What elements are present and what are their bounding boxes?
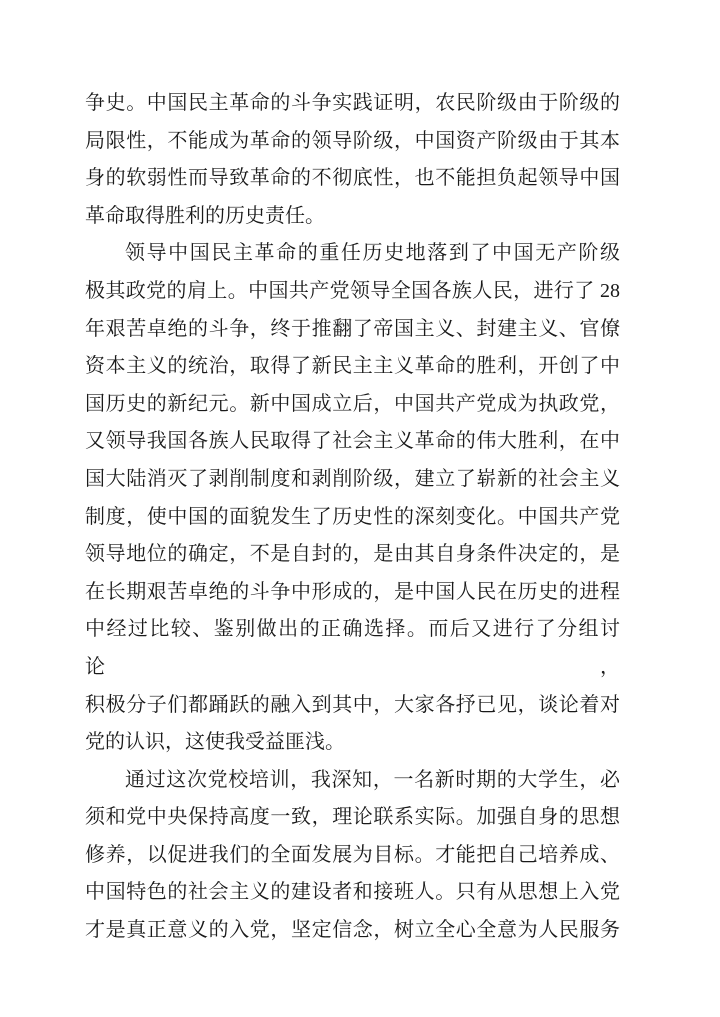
text-line: 领导地位的确定，不是自封的，是由其自身条件决定的，是 — [85, 543, 620, 566]
document-text — [85, 85, 620, 950]
paragraph — [85, 235, 620, 761]
text-line: 领导中国民主革命的重任历史地落到了中国无产阶级 — [125, 242, 620, 265]
text-line: 制度，使中国的面貌发生了历史性的深刻变化。中国共产党 — [85, 505, 620, 528]
text-line: 党的认识，这使我受益匪浅。 — [85, 731, 345, 754]
text-line: 局限性，不能成为革命的领导阶级，中国资产阶级由于其本 — [85, 129, 620, 152]
text-line: 身的软弱性而导致革命的不彻底性，也不能担负起领导中国 — [85, 167, 620, 190]
text-line: 极其政党的肩上。中国共产党领导全国各族人民，进行了 28 — [85, 279, 620, 302]
text-line: 国大陆消灭了剥削制度和剥削阶级，建立了崭新的社会主义 — [85, 467, 620, 490]
text-line: 又领导我国各族人民取得了社会主义革命的伟大胜利，在中 — [85, 430, 620, 453]
text-line: 中经过比较、鉴别做出的正确选择。而后又进行了分组讨论， — [85, 618, 620, 678]
paragraph — [85, 762, 620, 950]
text-line: 资本主义的统治，取得了新民主主义革命的胜利，开创了中 — [85, 355, 620, 378]
text-line: 才是真正意义的入党，坚定信念，树立全心全意为人民服务 — [85, 919, 620, 942]
text-line: 须和党中央保持高度一致，理论联系实际。加强自身的思想 — [85, 806, 620, 829]
text-line: 修养，以促进我们的全面发展为目标。才能把自己培养成、 — [85, 843, 620, 866]
paragraph — [85, 85, 620, 235]
text-line: 国历史的新纪元。新中国成立后，中国共产党成为执政党， — [85, 392, 620, 415]
text-line: 在长期艰苦卓绝的斗争中形成的，是中国人民在历史的进程 — [85, 580, 620, 603]
text-line: 中国特色的社会主义的建设者和接班人。只有从思想上入党 — [85, 881, 620, 904]
text-line: 年艰苦卓绝的斗争，终于推翻了帝国主义、封建主义、官僚 — [85, 317, 620, 340]
text-line: 积极分子们都踊跃的融入到其中，大家各抒已见，谈论着对 — [85, 693, 620, 716]
text-line: 革命取得胜利的历史责任。 — [85, 204, 325, 227]
text-line: 争史。中国民主革命的斗争实践证明，农民阶级由于阶级的 — [85, 92, 620, 114]
text-line: 通过这次党校培训，我深知，一名新时期的大学生，必 — [125, 768, 620, 791]
